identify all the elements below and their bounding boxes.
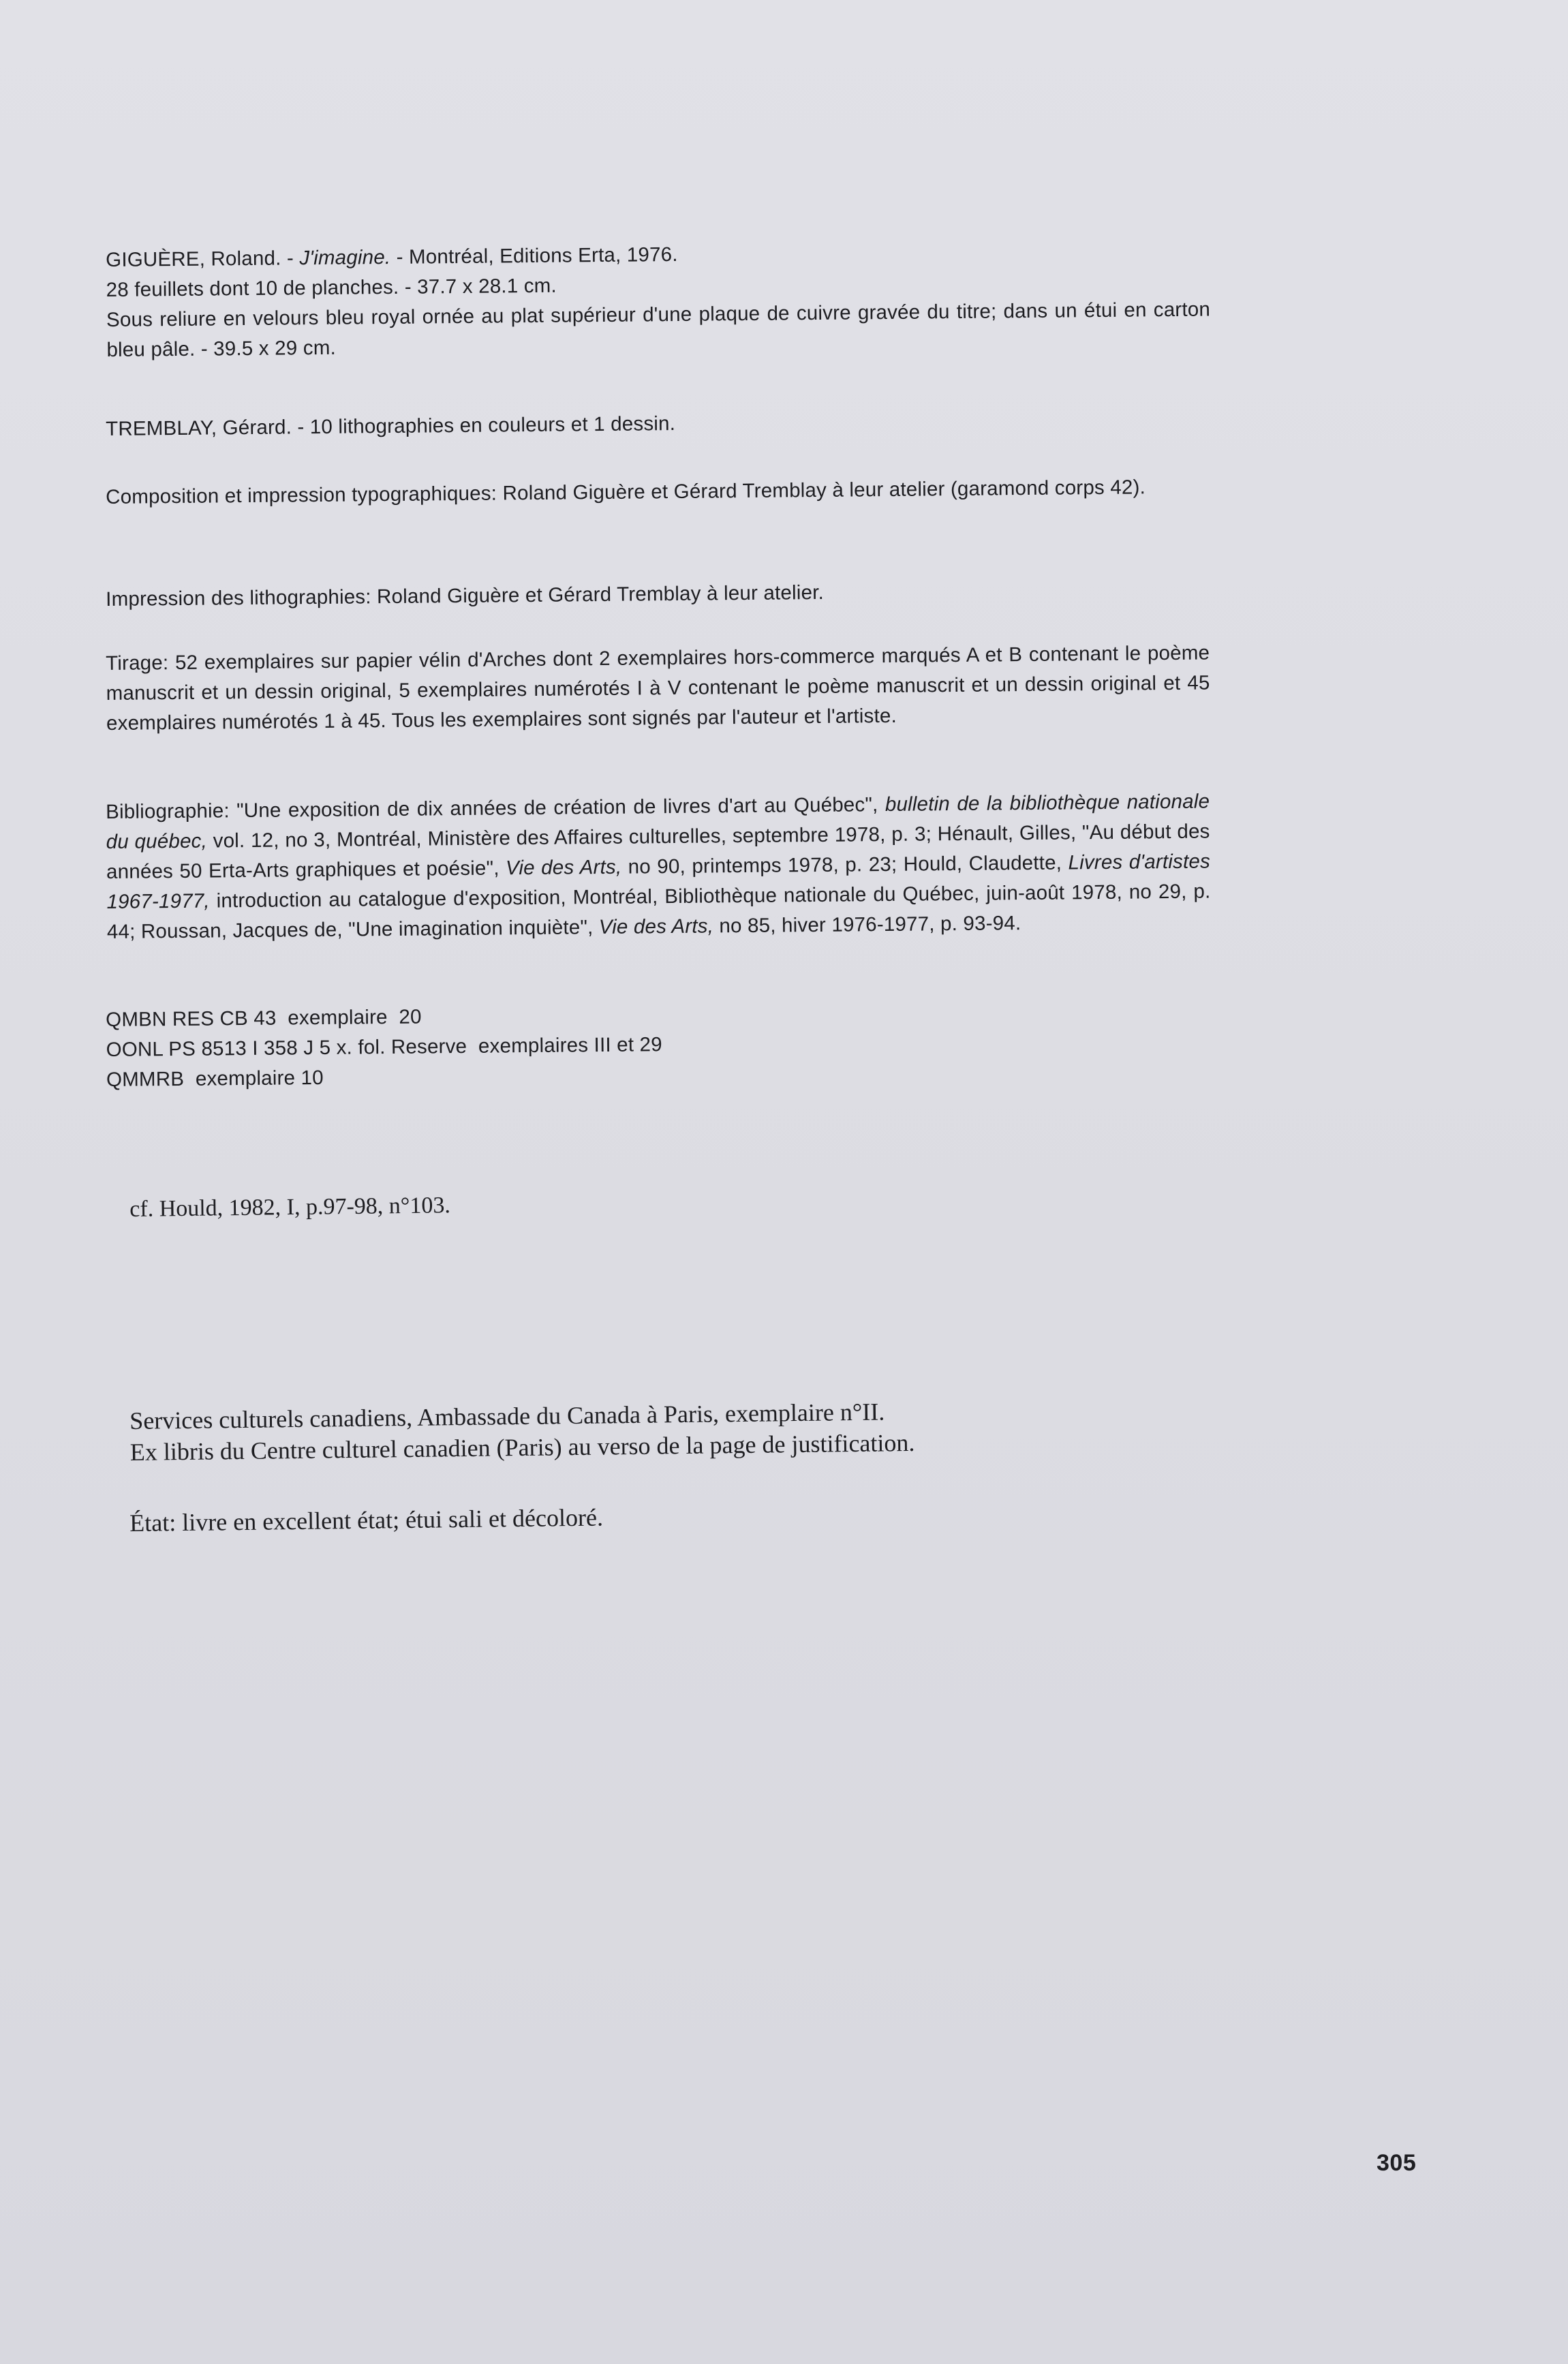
description-line2: Sous reliure en velours bleu royal ornée au plat supérieur d'une plaque de cuivre gravée du titre; dans un étui en carton bleu pâle. - 39.5 x 29 cm. — [106, 298, 1211, 361]
bleed-through-text — [1158, 232, 1540, 1458]
holding-item: QMBN RES CB 43 exemplaire 20 — [106, 1005, 422, 1031]
page-number: 305 — [1377, 2150, 1417, 2176]
entry-header — [106, 234, 1211, 365]
provenance-line1: Services culturels canadiens, Ambassade du Canada à Paris, exemplaire n°II. — [129, 1398, 885, 1434]
tirage-paragraph: Tirage: 52 exemplaires sur papier vélin d'Arches dont 2 exemplaires hors-commerce marqués A et B contenant le poème manuscrit et un dessin original, 5 exemplaires numérotés I à V contenant le poème manuscrit et un dessin original et 45 exemplaires numérotés 1 à 45. Tous les exemplaires sont signés par l'auteur et l'artiste. — [106, 641, 1210, 735]
etat-line: État: livre en excellent état; étui sali et décoloré. — [129, 1503, 604, 1537]
description-line1: 28 feuillets dont 10 de planches. - 37.7 x 28.1 cm. — [106, 274, 557, 301]
book-title: J'imagine. — [299, 245, 391, 270]
author-name: GIGUÈRE, Roland. — [106, 247, 281, 271]
publication-info: - Montréal, Editions Erta, 1976. — [390, 243, 678, 268]
bibliographie-paragraph: Bibliographie: "Une exposition de dix années de création de livres d'art au Québec", bulletin de la bibliothèque nationale du québec, vol. 12, no 3, Montréal, Ministère des Affaires culturelles, septembre 1978, p. 3; Hénault, Gilles, "Au début des années 50 Erta-Arts graphiques et poésie", Vie des Arts, no 90, printemps 1978, p. 23; Hould, Claudette, Livres d'artistes 1967-1977, introduction au catalogue d'exposition, Montréal, Bibliothèque nationale du Québec, juin-août 1978, no 29, p. 44; Roussan, Jacques de, "Une imagination inquiète", Vie des Arts, no 85, hiver 1976-1977, p. 93-94. — [106, 790, 1211, 943]
composition-paragraph: Composition et impression typographiques: Roland Giguère et Gérard Tremblay à leur atelier (garamond corps 42). — [106, 476, 1146, 508]
heading-line: GIGUÈRE, Roland. - J'imagine. - Montréal, Editions Erta, 1976. — [106, 243, 678, 271]
impression-paragraph: Impression des lithographies: Roland Giguère et Gérard Tremblay à leur atelier. — [106, 581, 825, 611]
reference-line: cf. Hould, 1982, I, p.97-98, n°103. — [129, 1193, 451, 1222]
holding-item: OONL PS 8513 I 358 J 5 x. fol. Reserve exemplaires III et 29 — [106, 1033, 662, 1061]
provenance-line2: Ex libris du Centre culturel canadien (Paris) au verso de la page de justification. — [129, 1428, 915, 1466]
provenance-block — [129, 1396, 915, 1468]
illustrator-line: TREMBLAY, Gérard. - 10 lithographies en couleurs et 1 dessin. — [106, 412, 676, 440]
holdings-list — [106, 994, 1210, 1095]
holding-item: QMMRB exemplaire 10 — [106, 1066, 324, 1091]
